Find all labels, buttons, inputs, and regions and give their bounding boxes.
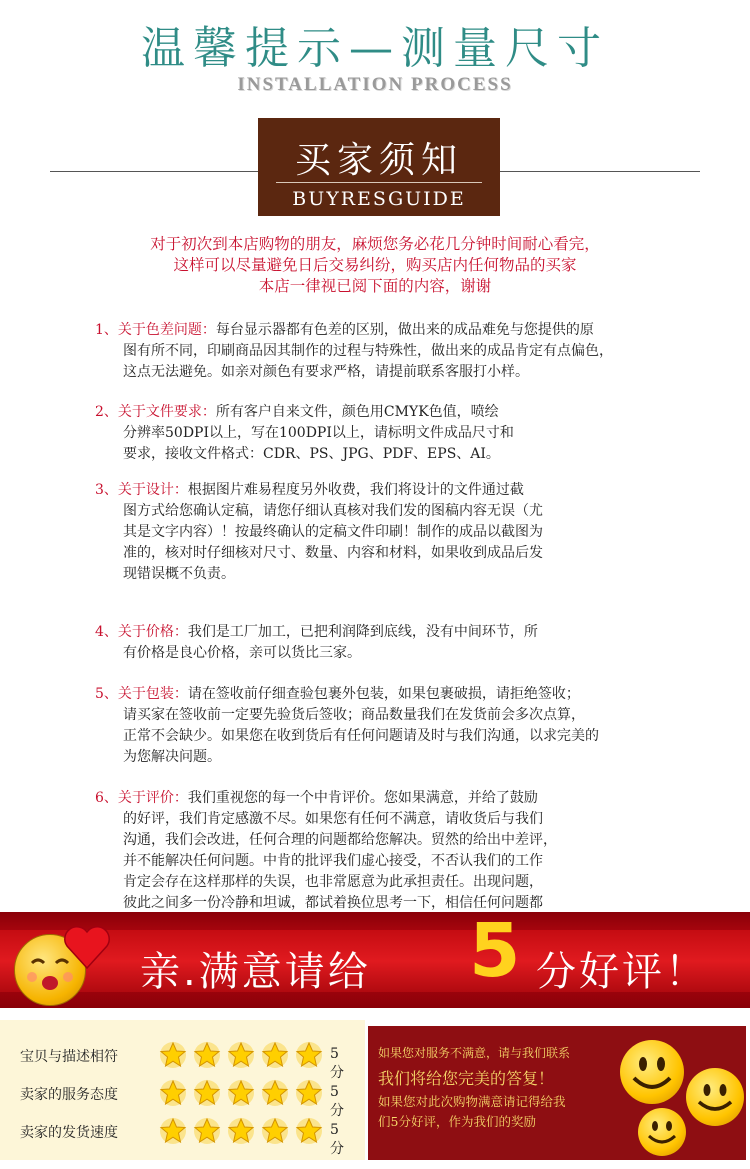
star-icon	[260, 1040, 290, 1070]
notice-text: 为您解决问题。	[123, 749, 221, 765]
notice-text: 正常不会缺少。如果您在收到货后有任何问题请及时与我们沟通，以求完美的	[123, 728, 599, 744]
notice-text: 并不能解决任何问题。中肯的批评我们虚心接受，不否认我们的工作	[123, 853, 543, 869]
rating-panel	[0, 1020, 365, 1160]
notice-item	[95, 320, 613, 383]
promo-line: 我们将给您完美的答复！	[378, 1069, 555, 1088]
rating-stars	[158, 1040, 338, 1070]
notice-text: 每台显示器都有色差的区别，做出来的成品难免与您提供的原	[215, 322, 594, 338]
banner-text-after: 分好评！	[536, 949, 708, 995]
star-icon	[226, 1116, 256, 1146]
promo-line: 如果您对服务不满意，请与我们联系	[378, 1046, 571, 1060]
notice-item	[95, 622, 538, 664]
notice-text: 我们是工厂加工，已把利润降到底线，没有中间环节，所	[187, 624, 538, 640]
notice-heading: 4、关于价格：	[95, 624, 188, 640]
notice-item	[95, 480, 543, 585]
notice-item	[95, 402, 514, 465]
page-subtitle: INSTALLATION PROCESS	[237, 74, 513, 95]
buyer-guide-box	[258, 118, 500, 216]
notice-heading: 2、关于文件要求：	[95, 404, 216, 420]
notice-heading: 1、关于色差问题：	[95, 322, 216, 338]
notice-text: 现错误概不负责。	[123, 566, 235, 582]
notice-heading: 3、关于设计：	[95, 482, 188, 498]
star-icon	[192, 1040, 222, 1070]
promo-line: 们5分好评，作为我们的奖励	[378, 1114, 536, 1129]
banner-strip	[0, 908, 750, 995]
notice-text: 的好评，我们肯定感激不尽。如果您有任何不满意，请收货后与我们	[123, 811, 543, 827]
notice-text: 图有所不同，印刷商品因其制作的过程与特殊性，做出来的成品肯定有点偏色，	[123, 343, 613, 359]
smiley-icon	[686, 1068, 744, 1126]
rating-label: 卖家的服务态度	[20, 1087, 118, 1103]
notice-text: 要求，接收文件格式：CDR、PS、JPG、PDF、EPS、AI。	[123, 446, 500, 462]
rating-stars	[158, 1078, 338, 1108]
notice-text: 这点无法避免。如亲对颜色有要求严格，请提前联系客服打小样。	[123, 364, 529, 380]
star-icon	[226, 1078, 256, 1108]
notice-first-line	[95, 480, 543, 501]
notice-text: 准的，核对时仔细核对尺寸、数量、内容和材料，如果收到成品后发	[123, 545, 543, 561]
review-banner	[0, 908, 750, 1008]
notice-heading: 5、关于包装：	[95, 686, 188, 702]
banner-five: 5	[469, 908, 521, 994]
star-icon	[294, 1078, 324, 1108]
notice-heading: 6、关于评价：	[95, 790, 188, 806]
star-icon	[192, 1116, 222, 1146]
rating-score: 5分	[330, 1122, 344, 1157]
star-icon	[260, 1116, 290, 1146]
notice-text: 沟通，我们会改进，任何合理的问题都给您解决。贸然的给出中差评，	[123, 832, 557, 848]
smiley-icon	[620, 1040, 684, 1104]
heart-icon	[62, 924, 112, 970]
promo-panel	[368, 1026, 746, 1160]
star-icon	[294, 1040, 324, 1070]
intro-line: 这样可以尽量避免日后交易纠纷，购买店内任何物品的买家	[173, 256, 577, 274]
notice-text: 有价格是良心价格，亲可以货比三家。	[123, 645, 361, 661]
notice-text: 所有客户自来文件，颜色用CMYK色值，喷绘	[215, 404, 499, 420]
notice-text: 肯定会存在这样那样的失误，也非常愿意为此承担责任。出现问题，	[123, 874, 543, 890]
notice-first-line	[95, 788, 557, 809]
star-icon	[226, 1040, 256, 1070]
notice-first-line	[95, 320, 613, 341]
guide-divider	[276, 182, 482, 183]
notice-text: 请买家在签收前一定要先验货后签收；商品数量我们在发货前会多次点算，	[123, 707, 585, 723]
rating-stars	[158, 1116, 338, 1146]
banner-text-before: 亲.满意请给	[140, 949, 371, 995]
star-icon	[158, 1078, 188, 1108]
intro-notice	[0, 234, 750, 297]
smiley-icon	[638, 1108, 686, 1156]
rating-label: 卖家的发货速度	[20, 1125, 118, 1141]
notice-first-line	[95, 684, 599, 705]
page-title: 温馨提示—测量尺寸	[141, 23, 609, 74]
rating-label: 宝贝与描述相符	[20, 1049, 118, 1065]
star-icon	[294, 1116, 324, 1146]
star-icon	[260, 1078, 290, 1108]
notice-text: 分辨率50DPI以上，写在100DPI以上，请标明文件成品尺寸和	[123, 425, 514, 441]
notice-first-line	[95, 622, 538, 643]
notice-item	[95, 684, 599, 768]
notice-text: 请在签收前仔细查验包裹外包装，如果包裹破损，请拒绝签收；	[187, 686, 580, 702]
rating-score: 5分	[330, 1084, 344, 1119]
rating-score: 5分	[330, 1046, 344, 1081]
notice-text: 其是文字内容）！按最终确认的定稿文件印刷！制作的成品以截图为	[123, 524, 543, 540]
star-icon	[192, 1078, 222, 1108]
intro-line: 对于初次到本店购物的朋友，麻烦您务必花几分钟时间耐心看完，	[150, 235, 600, 253]
notice-text: 图方式给您确认定稿，请您仔细认真核对我们发的图稿内容无误（尤	[123, 503, 543, 519]
star-icon	[158, 1116, 188, 1146]
notice-text: 我们重视您的每一个中肯评价。您如果满意，并给了鼓励	[187, 790, 538, 806]
star-icon	[158, 1040, 188, 1070]
notice-text: 根据图片难易程度另外收费，我们将设计的文件通过截	[187, 482, 524, 498]
notice-first-line	[95, 402, 514, 423]
promo-line: 如果您对此次购物满意请记得给我	[378, 1094, 566, 1109]
notice-text: 彼此之间多一份冷静和坦诚，都试着换位思考一下，相信任何问题都	[123, 895, 543, 911]
intro-line: 本店一律视已阅下面的内容，谢谢	[258, 277, 492, 295]
buyer-guide-title: 买家须知	[294, 140, 463, 181]
buyer-guide-subtitle: BUYRESGUIDE	[292, 188, 466, 210]
